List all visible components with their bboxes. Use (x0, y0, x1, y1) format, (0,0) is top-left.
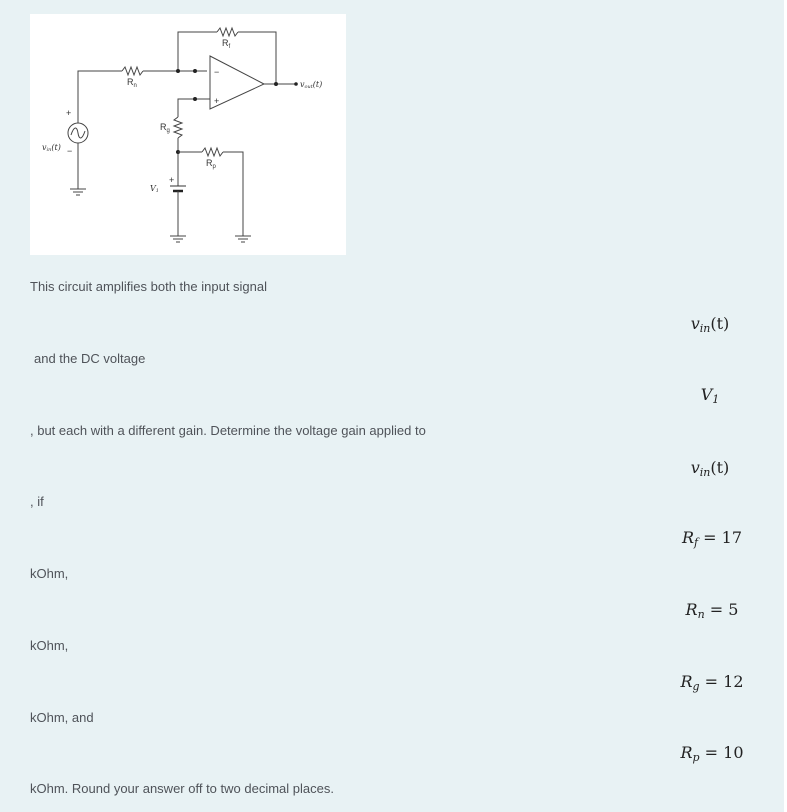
text-line-1: This circuit amplifies both the input signal (30, 279, 268, 294)
math-rg: $R_g = 12$ (680, 672, 744, 693)
ground-symbol-rp (235, 236, 251, 242)
vout-label: vout(t) (300, 80, 323, 90)
math-rn: $R_n = 5$ (685, 600, 739, 621)
source-minus: − (67, 146, 73, 156)
ground-symbol-battery (170, 236, 186, 242)
text-line-8: kOhm. Round your answer off to two decimal places. (30, 781, 334, 796)
math-rp: $R_p = 10$ (680, 743, 744, 764)
rn-resistor (122, 67, 143, 75)
rf-resistor (217, 28, 238, 36)
junction-node-1 (176, 69, 180, 73)
output-node (274, 82, 278, 86)
opamp-plus: + (214, 96, 220, 106)
text-line-6: kOhm, (30, 638, 69, 653)
text-line-5: kOhm, (30, 566, 69, 581)
math-vin-1: $v_{in}(t)$ (690, 314, 730, 335)
rf-label: $R_f$ (222, 38, 231, 50)
v1-label: V1 (150, 184, 159, 194)
rp-label: $R_p$ (206, 158, 216, 170)
rn-label: $R_n$ (127, 77, 137, 89)
output-terminal (294, 82, 298, 86)
vin-label: vin(t) (42, 143, 61, 153)
circuit-diagram (30, 14, 346, 255)
text-line-3: , but each with a different gain. Determine the voltage gain applied to (30, 423, 426, 438)
rg-label: $R_g$ (160, 122, 170, 134)
math-vin-2: $v_{in}(t)$ (690, 458, 730, 479)
noninv-wire (178, 99, 210, 117)
rg-resistor (174, 117, 182, 138)
junction-node-3 (193, 97, 197, 101)
junction-node-2 (193, 69, 197, 73)
math-v1: $V_1$ (700, 385, 720, 406)
ground-symbol-source (70, 189, 86, 195)
battery-plus: + (169, 175, 175, 185)
circuit-figure (30, 14, 346, 255)
text-line-4: , if (30, 494, 44, 509)
opamp-minus: − (214, 67, 220, 77)
vin-wire-top (78, 71, 122, 124)
text-line-2: and the DC voltage (34, 351, 146, 366)
rp-wire-right (223, 152, 243, 236)
math-rf: $R_f = 17$ (681, 528, 743, 549)
rp-resistor (202, 148, 223, 156)
text-line-7: kOhm, and (30, 710, 94, 725)
source-plus: + (66, 108, 72, 118)
